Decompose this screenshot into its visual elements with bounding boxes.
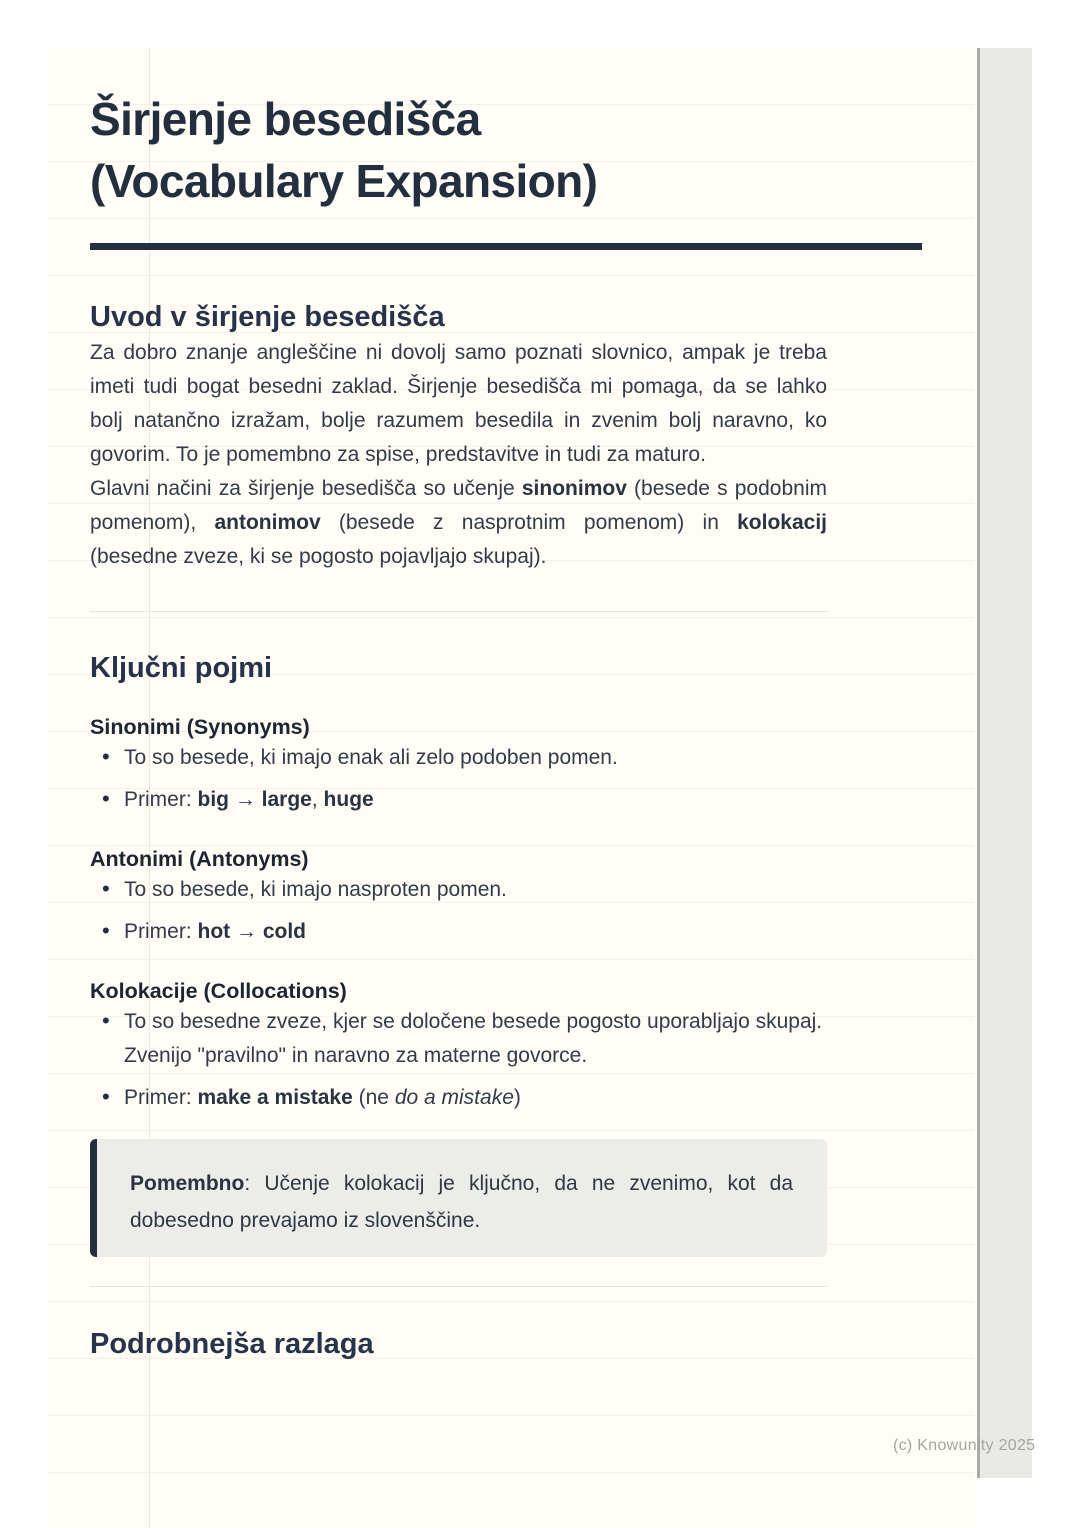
text-segment: (ne xyxy=(352,1086,395,1109)
list-item xyxy=(90,1005,827,1073)
bold-term-sinonimov: sinonimov xyxy=(521,477,627,500)
copyright-watermark: (c) Knowunity 2025 xyxy=(893,1437,1036,1454)
bold-example-phrase: make a mistake xyxy=(197,1086,353,1109)
text-segment: , xyxy=(311,788,324,811)
arrow-text: → xyxy=(229,788,262,811)
text-segment: (besede z nasprotnim pomenom) in xyxy=(320,511,738,534)
list-item xyxy=(90,915,827,949)
collocations-bullet-list xyxy=(90,1005,827,1115)
section-heading-uvod: Uvod v širjenje besedišča xyxy=(90,301,445,333)
list-item xyxy=(90,783,827,817)
italic-example-phrase: do a mistake xyxy=(394,1086,514,1109)
text-segment: Primer: xyxy=(124,1086,198,1109)
text-segment: Primer: xyxy=(124,788,198,811)
text-segment: ) xyxy=(513,1086,521,1109)
text-segment: To so besede, ki imajo enak ali zelo podoben pomen. xyxy=(124,746,618,769)
list-item xyxy=(90,741,827,775)
bold-example-word: big xyxy=(197,788,229,811)
text-segment: To so besede, ki imajo nasproten pomen. xyxy=(124,878,507,901)
callout-label: Pomembno xyxy=(130,1172,245,1195)
section-heading-podrobnejsa-razlaga: Podrobnejša razlaga xyxy=(90,1328,374,1360)
subsection-heading-antonimi: Antonimi (Antonyms) xyxy=(90,847,309,871)
page-title-line1: Širjenje besedišča xyxy=(90,93,481,145)
callout-text xyxy=(130,1165,793,1239)
text-segment: Glavni načini za širjenje besedišča so učenje xyxy=(90,477,522,500)
intro-paragraph-2 xyxy=(90,472,827,574)
document-content xyxy=(90,88,827,1363)
scrollbar-track[interactable] xyxy=(977,48,1032,1478)
antonyms-bullet-list xyxy=(90,873,827,949)
subsection-heading-kolokacije: Kolokacije (Collocations) xyxy=(90,979,347,1003)
text-segment: (besedne zveze, ki se pogosto pojavljajo skupaj). xyxy=(90,545,547,568)
bold-example-word: cold xyxy=(262,920,306,943)
section-divider xyxy=(90,611,827,612)
text-segment: Primer: xyxy=(124,920,198,943)
subsection-heading-sinonimi: Sinonimi (Synonyms) xyxy=(90,715,310,739)
list-item xyxy=(90,1081,827,1115)
text-segment: : Učenje kolokacij je ključno, da ne zvenimo, kot da dobesedno prevajamo iz slovenščine. xyxy=(130,1172,793,1232)
section-heading-kljucni-pojmi: Ključni pojmi xyxy=(90,652,273,684)
text-segment: To so besedne zveze, kjer se določene besede pogosto uporabljajo skupaj. Zvenijo "pravilno" in naravno za materne govorce. xyxy=(124,1010,823,1067)
important-callout xyxy=(90,1139,827,1257)
section-divider xyxy=(90,1286,827,1287)
page-title-line2: (Vocabulary Expansion) xyxy=(90,155,598,207)
document-page xyxy=(48,48,975,1528)
bold-term-kolokacij: kolokacij xyxy=(737,511,828,534)
synonyms-bullet-list xyxy=(90,741,827,817)
title-underline-rule xyxy=(90,243,922,250)
list-item xyxy=(90,873,827,907)
page-title xyxy=(90,88,827,212)
text-segment: (besede s podobnim pomenom), xyxy=(90,477,827,534)
arrow-text: → xyxy=(230,920,263,943)
bold-example-word: huge xyxy=(323,788,374,811)
bold-example-word: hot xyxy=(197,920,231,943)
bold-term-antonimov: antonimov xyxy=(214,511,321,534)
bold-example-word: large xyxy=(261,788,312,811)
intro-paragraph-1: Za dobro znanje angleščine ni dovolj samo poznati slovnico, ampak je treba imeti tudi bogat besedni zaklad. Širjenje besedišča mi pomaga, da se lahko bolj natančno izražam, bolje razumem besedila in zvenim bolj naravno, ko govorim. To je pomembno za spise, predstavitve in tudi za maturo. xyxy=(90,341,827,466)
